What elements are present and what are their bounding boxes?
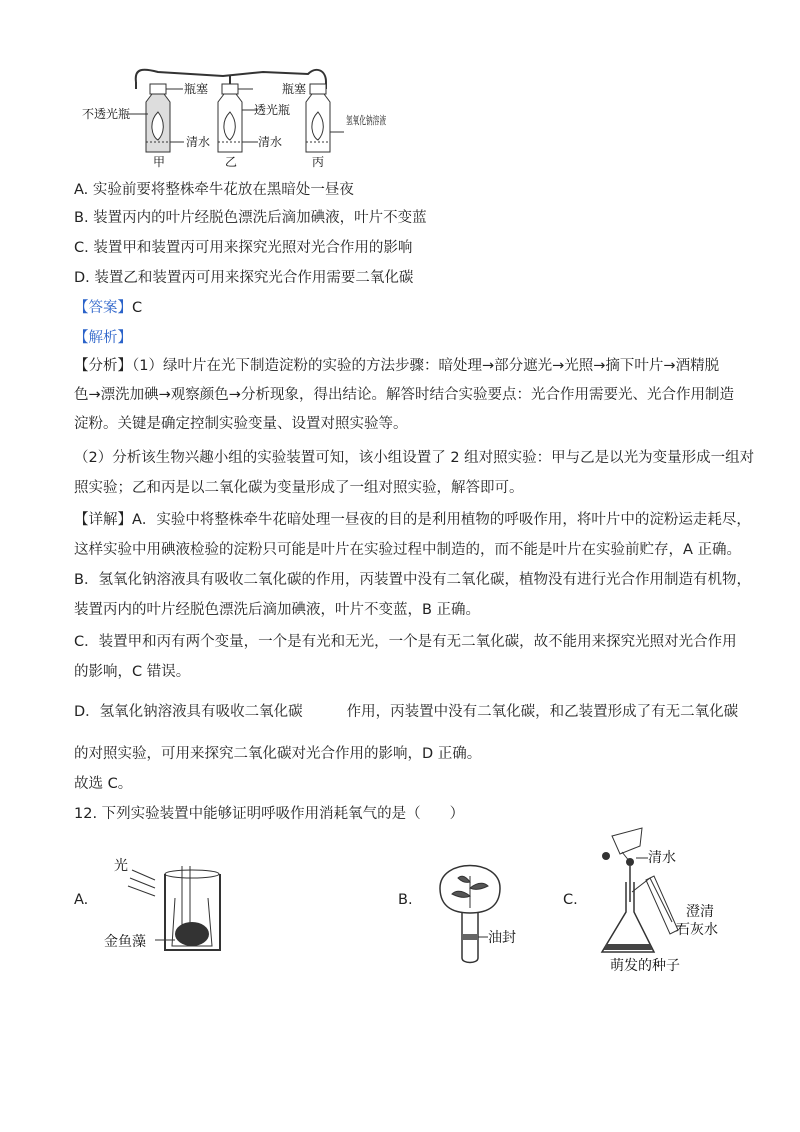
label-bing: 丙 <box>312 155 325 169</box>
option-d: D. 装置乙和装置丙可用来探究光合作用需要二氧化碳 <box>74 270 414 286</box>
detail-b-line1: B．氢氧化钠溶液具有吸收二氧化碳的作用，丙装置中没有二氧化碳，植物没有进行光合作用制造有机物， <box>74 572 751 588</box>
detail-a-text1: A．实验中将整株牵牛花暗处理一昼夜的目的是利用植物的呼吸作用，将叶片中的淀粉运走耗尽， <box>132 512 751 528</box>
analysis-p1-line1 <box>74 354 719 375</box>
label-oil-seal: 油封 <box>488 930 516 946</box>
label-naoh: 氢氧化钠溶液 <box>346 114 412 127</box>
answer-tag: 【答案】 <box>74 300 132 316</box>
detail-b-line2: 装置丙内的叶片经脱色漂洗后滴加碘液，叶片不变蓝，B 正确。 <box>74 602 481 618</box>
q12-option-a-label: A. <box>74 892 89 908</box>
analysis-p1-text1: （1）绿叶片在光下制造淀粉的实验的方法步骤：暗处理→部分遮光→光照→摘下叶片→酒精脱 <box>132 358 720 374</box>
detail-a-line1 <box>74 508 751 529</box>
analysis-p2-line2: 照实验；乙和丙是以二氧化碳为变量形成了一组对照实验，解答即可。 <box>74 480 524 496</box>
analysis-p2-line1: （2）分析该生物兴趣小组的实验装置可知，该小组设置了 2 组对照实验：甲与乙是以光为变量形成一组对 <box>74 450 755 466</box>
label-jia: 甲 <box>153 155 166 169</box>
answer-value: C <box>132 300 143 316</box>
detail-c-line2: 的影响，C 错误。 <box>74 664 191 680</box>
label-water-c: 清水 <box>648 850 676 866</box>
answer-line <box>74 296 142 317</box>
option-c: C. 装置甲和装置丙可用来探究光照对光合作用的影响 <box>74 240 413 256</box>
label-limewater-2: 石灰水 <box>676 922 718 938</box>
figure-c-flask <box>590 822 720 982</box>
bottle-yi <box>218 84 242 152</box>
option-a: A. 实验前要将整株牵牛花放在黑暗处一昼夜 <box>74 182 354 198</box>
label-yi: 乙 <box>225 155 238 169</box>
label-stopper-2: 瓶塞 <box>282 82 307 96</box>
detail-tag: 【详解】 <box>74 512 132 528</box>
label-stopper-1: 瓶塞 <box>184 82 209 96</box>
label-light: 光 <box>114 858 128 874</box>
detail-a-line2: 这样实验中用碘液检验的淀粉只可能是叶片在实验过程中制造的，而不能是叶片在实验前贮存，A 正确。 <box>74 542 742 558</box>
figure-a-beaker <box>100 858 230 958</box>
figure-b-bell-jar <box>430 858 520 968</box>
analysis-p1-line2: 色→漂洗加碘→观察颜色→分析现象，得出结论。解答时结合实验要点：光合作用需要光、光合作用制造 <box>74 387 734 403</box>
analysis-p1-tag: 【分析】 <box>74 358 132 374</box>
label-water-2: 清水 <box>258 135 283 149</box>
bottle-bing <box>306 84 330 152</box>
bottle-setup-figure <box>82 62 412 169</box>
detail-d-line2: 的对照实验，可用来探究二氧化碳对光合作用的影响，D 正确。 <box>74 746 482 762</box>
detail-d-line1 <box>74 700 738 721</box>
option-b: B. 装置丙内的叶片经脱色漂洗后滴加碘液，叶片不变蓝 <box>74 210 427 226</box>
detail-d-text1a: D．氢氧化钠溶液具有吸收二氧化碳 <box>74 704 303 720</box>
label-opaque-bottle: 不透光瓶 <box>82 107 131 121</box>
q12-option-c-label: C. <box>563 892 578 908</box>
detail-c-line1: C．装置甲和丙有两个变量，一个是有光和无光，一个是有无二氧化碳，故不能用来探究光照对光合作用 <box>74 634 737 650</box>
label-water-1: 清水 <box>186 135 211 149</box>
analysis-heading <box>74 326 132 347</box>
label-aquatic-plant: 金鱼藻 <box>104 934 146 950</box>
conclusion: 故选 C。 <box>74 776 133 792</box>
label-transparent-bottle: 透光瓶 <box>254 103 291 117</box>
analysis-tag: 【解析】 <box>74 330 132 346</box>
q12-stem: 12. 下列实验装置中能够证明呼吸作用消耗氧气的是（ ） <box>74 806 465 822</box>
label-limewater-1: 澄清 <box>686 904 714 920</box>
label-germinating-seeds: 萌发的种子 <box>610 958 680 974</box>
analysis-p1-line3: 淀粉。关键是确定控制实验变量、设置对照实验等。 <box>74 416 408 432</box>
q12-option-b-label: B. <box>398 892 413 908</box>
bottle-jia <box>146 84 170 152</box>
detail-d-text1b: 作用，丙装置中没有二氧化碳，和乙装置形成了有无二氧化碳 <box>346 704 739 720</box>
